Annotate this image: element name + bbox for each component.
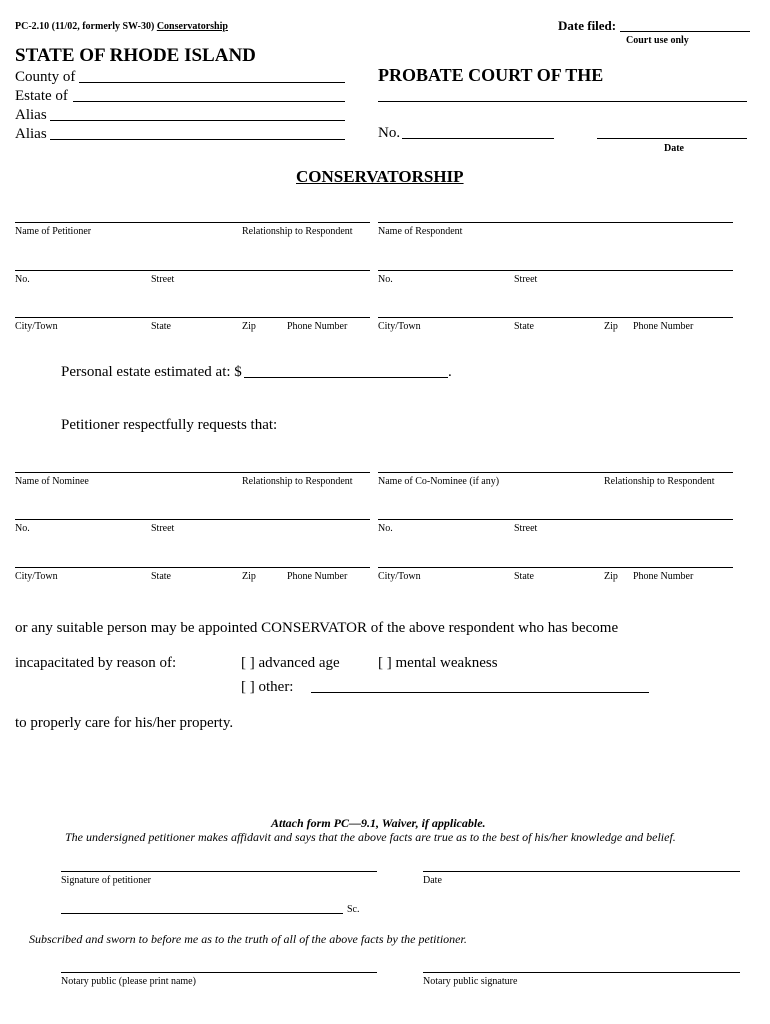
personal-estate-label: Personal estate estimated at: $	[61, 364, 242, 380]
label-relationship: Relationship to Respondent	[604, 476, 715, 487]
co-nominee-street-field[interactable]	[378, 519, 733, 520]
court-name-field[interactable]	[378, 101, 747, 102]
label-signature-of-petitioner: Signature of petitioner	[61, 875, 151, 886]
county-label: County of	[15, 69, 76, 85]
label-phone: Phone Number	[633, 321, 694, 332]
label-no: No.	[15, 274, 30, 285]
label-state: State	[151, 321, 171, 332]
form-id	[15, 21, 228, 32]
signature-date-field[interactable]	[423, 871, 740, 872]
label-name-of-respondent: Name of Respondent	[378, 226, 463, 237]
case-no-label: No.	[378, 125, 401, 141]
respondent-street-field[interactable]	[378, 270, 733, 271]
nominee-street-field[interactable]	[15, 519, 370, 520]
personal-estate-end: .	[448, 364, 452, 380]
respondent-city-field[interactable]	[378, 317, 733, 318]
personal-estate-field[interactable]	[244, 377, 448, 378]
checkbox-advanced-age[interactable]: [ ] advanced age	[241, 655, 340, 671]
alias-field-1[interactable]	[50, 120, 345, 121]
label-name-of-nominee: Name of Nominee	[15, 476, 89, 487]
alias-field-2[interactable]	[50, 139, 345, 140]
label-notary-name: Notary public (please print name)	[61, 976, 196, 987]
label-relationship: Relationship to Respondent	[242, 226, 353, 237]
petitioner-name-field[interactable]	[15, 222, 370, 223]
label-phone: Phone Number	[633, 571, 694, 582]
form-id-text: PC-2.10 (11/02, formerly SW-30)	[15, 21, 157, 32]
appoint-text: or any suitable person may be appointed CONSERVATOR of the above respondent who has become	[15, 620, 619, 636]
label-city-town: City/Town	[15, 571, 58, 582]
label-phone: Phone Number	[287, 321, 348, 332]
label-zip: Zip	[242, 571, 256, 582]
probate-court-heading: PROBATE COURT OF THE	[378, 65, 604, 85]
incapacitated-label: incapacitated by reason of:	[15, 655, 177, 671]
label-date: Date	[423, 875, 442, 886]
other-reason-field[interactable]	[311, 692, 649, 693]
petitioner-signature-field[interactable]	[61, 871, 377, 872]
sc-field[interactable]	[61, 913, 343, 914]
label-state: State	[514, 571, 534, 582]
petitioner-city-field[interactable]	[15, 317, 370, 318]
label-phone: Phone Number	[287, 571, 348, 582]
label-street: Street	[151, 274, 175, 285]
notary-name-field[interactable]	[61, 972, 377, 973]
form-name: Conservatorship	[156, 21, 228, 32]
case-date-field[interactable]	[597, 138, 747, 139]
court-use-only: Court use only	[626, 35, 689, 46]
label-name-of-co-nominee: Name of Co-Nominee (if any)	[378, 476, 500, 487]
date-filed-field[interactable]	[620, 31, 750, 32]
label-street: Street	[151, 523, 175, 534]
page-title: CONSERVATORSHIP	[296, 167, 464, 186]
alias-label-2: Alias	[15, 126, 47, 142]
co-nominee-city-field[interactable]	[378, 567, 733, 568]
attach-note: Attach form PC—9.1, Waiver, if applicable.	[271, 816, 486, 830]
label-no: No.	[378, 274, 393, 285]
estate-field[interactable]	[73, 101, 345, 102]
label-zip: Zip	[242, 321, 256, 332]
care-text: to properly care for his/her property.	[15, 715, 234, 731]
notary-signature-field[interactable]	[423, 972, 740, 973]
state-heading: STATE OF RHODE ISLAND	[15, 45, 256, 66]
case-no-field[interactable]	[402, 138, 554, 139]
label-no: No.	[15, 523, 30, 534]
label-city-town: City/Town	[378, 321, 421, 332]
respondent-name-field[interactable]	[378, 222, 733, 223]
label-zip: Zip	[604, 321, 618, 332]
affidavit-text: The undersigned petitioner makes affidavit and says that the above facts are true as to the best of his/her knowledge and belief.	[65, 830, 676, 844]
label-state: State	[151, 571, 171, 582]
label-name-of-petitioner: Name of Petitioner	[15, 226, 92, 237]
label-city-town: City/Town	[378, 571, 421, 582]
nominee-city-field[interactable]	[15, 567, 370, 568]
label-sc: Sc.	[347, 904, 360, 915]
label-relationship: Relationship to Respondent	[242, 476, 353, 487]
label-zip: Zip	[604, 571, 618, 582]
label-street: Street	[514, 274, 538, 285]
label-street: Street	[514, 523, 538, 534]
label-no: No.	[378, 523, 393, 534]
request-text: Petitioner respectfully requests that:	[61, 417, 278, 433]
co-nominee-name-field[interactable]	[378, 472, 733, 473]
date-filed-label: Date filed:	[558, 18, 617, 33]
label-notary-signature: Notary public signature	[423, 976, 518, 987]
nominee-name-field[interactable]	[15, 472, 370, 473]
subscribed-text: Subscribed and sworn to before me as to the truth of all of the above facts by the petitioner.	[29, 932, 467, 946]
label-city-town: City/Town	[15, 321, 58, 332]
petitioner-street-field[interactable]	[15, 270, 370, 271]
case-date-label: Date	[664, 143, 684, 154]
checkbox-other[interactable]: [ ] other:	[241, 679, 294, 695]
label-state: State	[514, 321, 534, 332]
checkbox-mental-weakness[interactable]: [ ] mental weakness	[378, 655, 498, 671]
estate-label: Estate of	[15, 88, 68, 104]
alias-label-1: Alias	[15, 107, 47, 123]
county-field[interactable]	[79, 82, 345, 83]
